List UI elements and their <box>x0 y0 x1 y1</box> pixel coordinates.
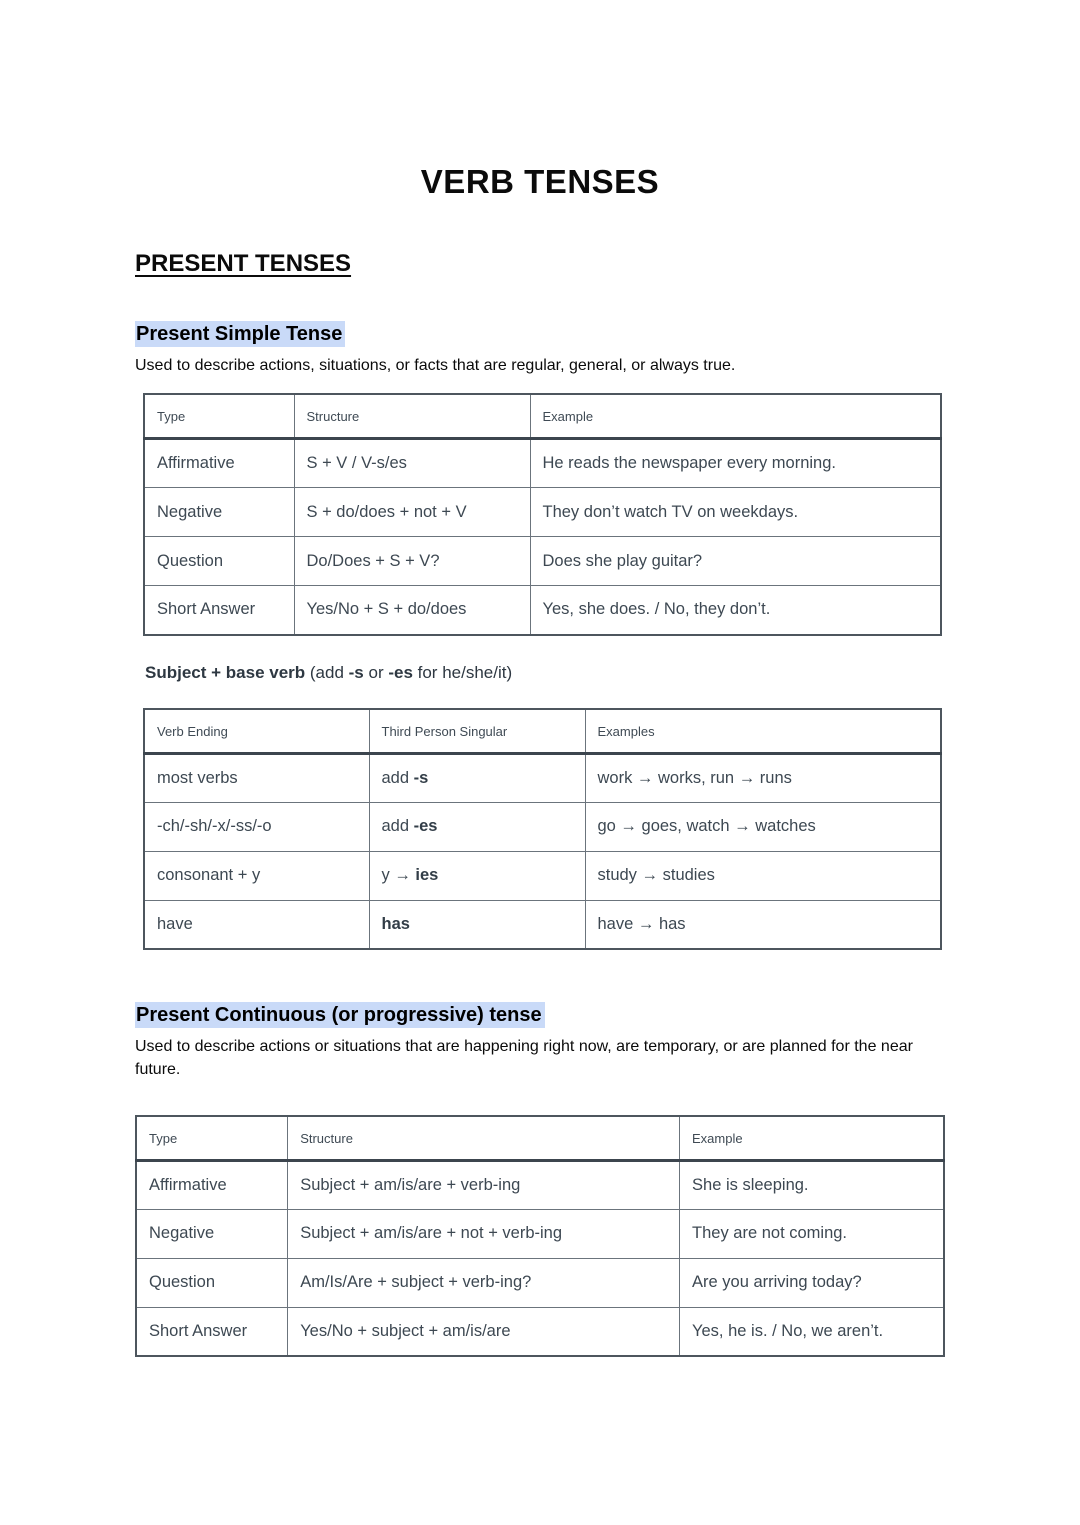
column-header-structure: Structure <box>294 394 530 439</box>
cell-example: Are you arriving today? <box>680 1258 944 1307</box>
table-row <box>144 586 941 635</box>
present-continuous-description: Used to describe actions or situations that are happening right now, are temporary, or are planned for the near future. <box>135 1038 913 1079</box>
column-header-third-person: Third Person Singular <box>369 709 585 754</box>
column-header-example: Example <box>530 394 941 439</box>
heading-present-simple <box>135 322 945 347</box>
cell-type: Short Answer <box>144 586 294 635</box>
cell-structure: S + V / V-s/es <box>294 439 530 488</box>
cell-third-person: y → ies <box>369 851 585 900</box>
cell-structure: Yes/No + subject + am/is/are <box>288 1307 680 1356</box>
cell-type: Short Answer <box>136 1307 288 1356</box>
third-person-rule-line <box>145 663 945 683</box>
cell-verb-ending: have <box>144 900 369 949</box>
rule-segment: or <box>363 662 389 682</box>
table-row <box>144 753 941 802</box>
present-continuous-table <box>135 1115 945 1358</box>
table-header-row <box>144 709 941 754</box>
highlighted-heading-text: Present Continuous (or progressive) tense <box>135 1002 545 1028</box>
rule-segment: -s <box>348 662 364 682</box>
cell-structure: Subject + am/is/are + verb-ing <box>288 1160 680 1209</box>
cell-type: Negative <box>144 488 294 537</box>
table-row <box>144 851 941 900</box>
table-row <box>144 488 941 537</box>
cell-type: Question <box>136 1258 288 1307</box>
verb-endings-table <box>143 708 942 951</box>
cell-example: She is sleeping. <box>680 1160 944 1209</box>
cell-third-person: add -s <box>369 753 585 802</box>
cell-examples: study → studies <box>585 851 941 900</box>
cell-example: They are not coming. <box>680 1209 944 1258</box>
rule-segment: (add <box>305 662 349 682</box>
cell-verb-ending: most verbs <box>144 753 369 802</box>
table-row <box>144 802 941 851</box>
cell-example: Yes, he is. / No, we aren’t. <box>680 1307 944 1356</box>
table-row <box>144 900 941 949</box>
column-header-structure: Structure <box>288 1116 680 1161</box>
column-header-type: Type <box>144 394 294 439</box>
column-header-type: Type <box>136 1116 288 1161</box>
cell-example: Yes, she does. / No, they don’t. <box>530 586 941 635</box>
cell-verb-ending: consonant + y <box>144 851 369 900</box>
cell-structure: Do/Does + S + V? <box>294 537 530 586</box>
table-header-row <box>144 394 941 439</box>
rule-segment: for he/she/it) <box>412 662 513 682</box>
heading-present-continuous <box>135 1003 945 1028</box>
cell-example: Does she play guitar? <box>530 537 941 586</box>
cell-third-person: has <box>369 900 585 949</box>
cell-example: He reads the newspaper every morning. <box>530 439 941 488</box>
table-row <box>136 1209 944 1258</box>
section-heading-present-tenses: PRESENT TENSES <box>135 250 352 277</box>
cell-examples: work → works, run → runs <box>585 753 941 802</box>
cell-structure: S + do/does + not + V <box>294 488 530 537</box>
table-row <box>136 1160 944 1209</box>
cell-type: Question <box>144 537 294 586</box>
highlighted-heading-text: Present Simple Tense <box>135 321 345 347</box>
present-simple-description: Used to describe actions, situations, or facts that are regular, general, or always true. <box>135 357 736 374</box>
cell-type: Negative <box>136 1209 288 1258</box>
table-row <box>136 1258 944 1307</box>
present-simple-table <box>143 393 942 636</box>
table-row <box>144 439 941 488</box>
cell-examples: go → goes, watch → watches <box>585 802 941 851</box>
cell-structure: Am/Is/Are + subject + verb-ing? <box>288 1258 680 1307</box>
cell-third-person: add -es <box>369 802 585 851</box>
cell-structure: Subject + am/is/are + not + verb-ing <box>288 1209 680 1258</box>
cell-verb-ending: -ch/-sh/-x/-ss/-o <box>144 802 369 851</box>
rule-segment: Subject + base verb <box>145 662 306 682</box>
page-title: VERB TENSES <box>420 163 660 200</box>
rule-segment: -es <box>388 662 413 682</box>
cell-example: They don’t watch TV on weekdays. <box>530 488 941 537</box>
column-header-example: Example <box>680 1116 944 1161</box>
cell-type: Affirmative <box>144 439 294 488</box>
cell-examples: have → has <box>585 900 941 949</box>
column-header-verb-ending: Verb Ending <box>144 709 369 754</box>
table-row <box>144 537 941 586</box>
column-header-examples: Examples <box>585 709 941 754</box>
cell-type: Affirmative <box>136 1160 288 1209</box>
cell-structure: Yes/No + S + do/does <box>294 586 530 635</box>
table-header-row <box>136 1116 944 1161</box>
table-row <box>136 1307 944 1356</box>
